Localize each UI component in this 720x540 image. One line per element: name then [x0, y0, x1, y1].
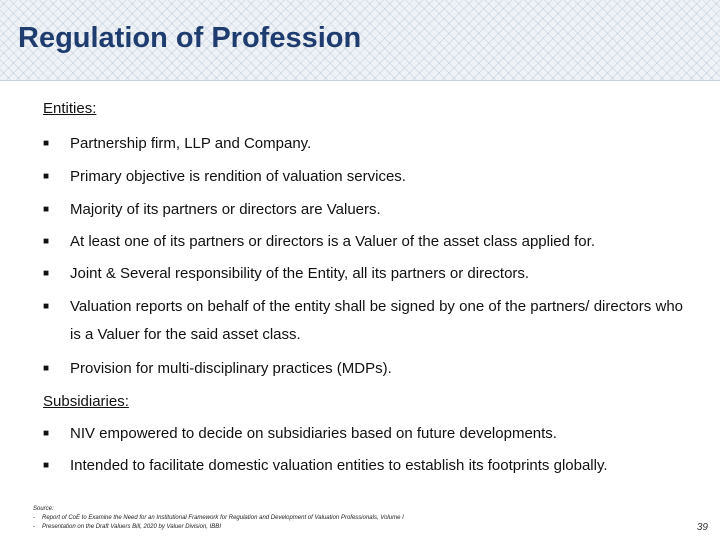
list-item: ■ Valuation reports on behalf of the entity shall be signed by one of the partners/ directors who is a Valuer for the said asset class.	[43, 293, 683, 349]
page-number: 39	[696, 522, 708, 533]
list-item: ■ Partnership firm, LLP and Company.	[43, 130, 683, 158]
source-label: Source:	[33, 506, 54, 512]
square-bullet-icon: ■	[43, 460, 50, 471]
square-bullet-icon: ■	[43, 204, 50, 215]
dash-bullet-icon: -	[33, 515, 35, 521]
square-bullet-icon: ■	[43, 428, 50, 439]
list-item: ■ Joint & Several responsibility of the Entity, all its partners or directors.	[43, 260, 683, 288]
square-bullet-icon: ■	[43, 171, 50, 182]
dash-bullet-icon: -	[33, 524, 35, 530]
square-bullet-icon: ■	[43, 268, 50, 279]
square-bullet-icon: ■	[43, 236, 50, 247]
list-item: ■ Provision for multi-disciplinary practices (MDPs).	[43, 355, 683, 383]
subsidiaries-heading: Subsidiaries:	[43, 393, 129, 410]
list-item: ■ Majority of its partners or directors are Valuers.	[43, 196, 683, 224]
source-item: - Presentation on the Draft Valuers Bill, 2020 by Valuer Division, IBBI	[33, 524, 221, 530]
square-bullet-icon: ■	[43, 301, 50, 312]
square-bullet-icon: ■	[43, 363, 50, 374]
list-item: ■ NIV empowered to decide on subsidiaries based on future developments.	[43, 420, 683, 448]
title-bar	[0, 0, 720, 81]
source-item: - Report of CoE to Examine the Need for an Institutional Framework for Regulation and Development of Valuation Professionals, Volume I	[33, 515, 404, 521]
source-note	[33, 505, 653, 532]
list-item: ■ Primary objective is rendition of valuation services.	[43, 163, 683, 191]
entities-heading: Entities:	[43, 100, 97, 117]
slide-title: Regulation of Profession	[18, 22, 362, 54]
list-item: ■ Intended to facilitate domestic valuation entities to establish its footprints globally.	[43, 452, 683, 480]
square-bullet-icon: ■	[43, 138, 50, 149]
list-item: ■ At least one of its partners or directors is a Valuer of the asset class applied for.	[43, 228, 683, 256]
